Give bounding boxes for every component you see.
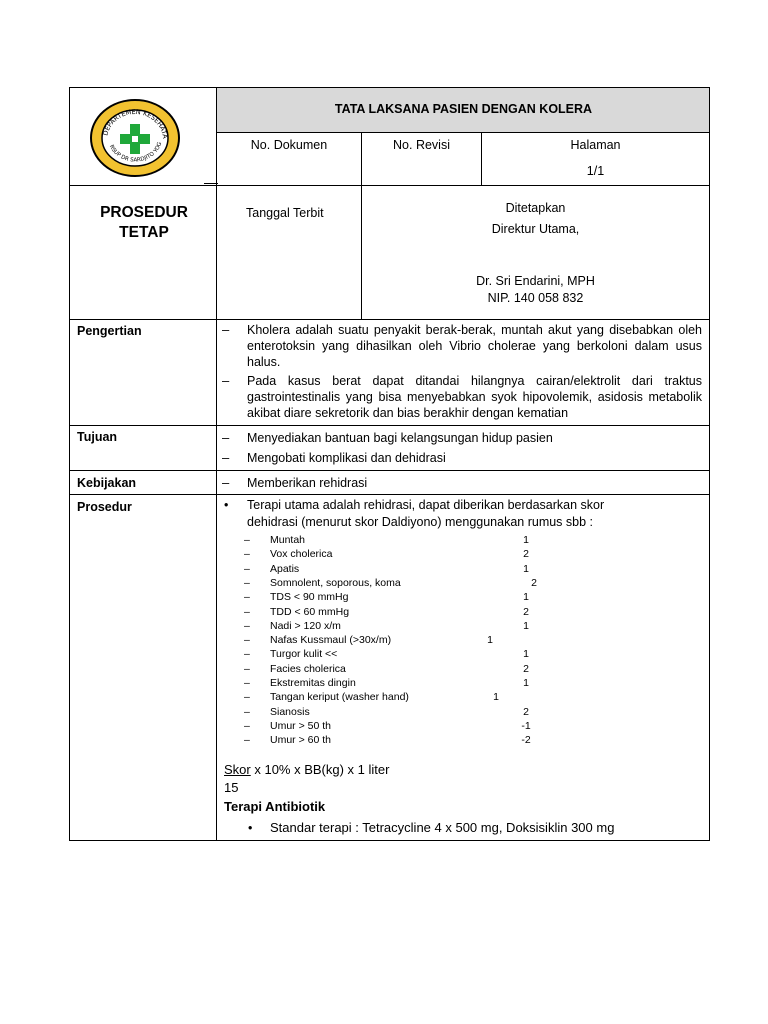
dash-icon: – <box>222 475 230 490</box>
kebijakan-item: Memberikan rehidrasi <box>247 476 368 490</box>
pengertian-item: Kholera adalah suatu penyakit berak-berak, muntah akut yang disebabkan oleh enterotoksin yang dihasilkan oleh Vibrio cholerae yang berkoloni dalam usus halus. <box>247 323 702 369</box>
score-item-value: 1 <box>523 648 529 660</box>
prosedur-title-line1: PROSEDUR <box>100 204 188 221</box>
score-item-value: 2 <box>523 548 529 560</box>
score-item-value: -1 <box>521 720 531 732</box>
score-item-value: 1 <box>487 634 493 646</box>
ditetapkan-label: Ditetapkan <box>505 201 566 215</box>
svg-text:RSUP DR SARDJITO YOGYAKARTA: RSUP DR SARDJITO YOG <box>107 141 164 164</box>
dash-icon: – <box>244 734 250 746</box>
hospital-logo <box>89 98 181 178</box>
line-kebijakan-bottom <box>69 494 710 495</box>
dash-icon: – <box>244 591 250 603</box>
line-tujuan-bottom <box>69 470 710 471</box>
border-bottom <box>69 840 710 841</box>
dash-icon: – <box>244 634 250 646</box>
terapi-antibiotik-heading: Terapi Antibiotik <box>224 799 326 814</box>
score-item-value: 1 <box>523 591 529 603</box>
dash-icon: – <box>244 677 250 689</box>
dash-icon: – <box>222 450 230 465</box>
prosedur-label: Prosedur <box>77 500 132 514</box>
line-pengertian-bottom <box>69 425 710 426</box>
no-dokumen-label: No. Dokumen <box>250 138 328 152</box>
halaman-value: 1/1 <box>586 164 605 178</box>
score-item-label: TDD < 60 mmHg <box>270 606 350 618</box>
score-item-value: 2 <box>523 663 529 675</box>
dash-icon: – <box>244 663 250 675</box>
tanggal-terbit-label: Tanggal Terbit <box>246 206 324 220</box>
score-item-value: 1 <box>523 620 529 632</box>
line-title-bottom <box>217 132 710 133</box>
score-item-label: Turgor kulit << <box>270 648 338 660</box>
dash-icon: – <box>244 706 250 718</box>
dash-icon: – <box>244 534 250 546</box>
line-header-bottom <box>69 319 710 320</box>
pengertian-item: Pada kasus berat dapat ditandai hilangnya cairan/elektrolit dari traktus gastrointestinalis yang bisa menyebabkan syok hipovolemik, asidosis metabolik akibat diare sekretorik dan bias berakhir dengan kematian <box>247 374 702 420</box>
dash-icon: – <box>244 606 250 618</box>
prosedur-intro: Terapi utama adalah rehidrasi, dapat diberikan berdasarkan skor <box>247 498 605 512</box>
svg-text:DEPARTEMEN KESEHATAN R.I.: DEPARTEMEN KESEHATA <box>101 107 170 140</box>
formula-skor: Skor <box>224 762 251 777</box>
dash-icon: – <box>244 577 250 589</box>
halaman-label: Halaman <box>570 138 621 152</box>
score-item-label: Ekstremitas dingin <box>270 677 356 689</box>
border-top <box>69 87 710 88</box>
tujuan-label: Tujuan <box>77 430 118 444</box>
formula-denominator: 15 <box>224 780 239 795</box>
direktur-label: Direktur Utama, <box>491 222 580 236</box>
prosedur-intro: dehidrasi (menurut skor Daldiyono) menggunakan rumus sbb : <box>247 515 594 529</box>
dash-icon: – <box>244 691 250 703</box>
score-item-label: Tangan keriput (washer hand) <box>270 691 409 703</box>
bullet-icon: • <box>224 498 229 512</box>
score-item-label: TDS < 90 mmHg <box>270 591 349 603</box>
dash-icon: – <box>244 720 250 732</box>
score-item-label: Sianosis <box>270 706 310 718</box>
tujuan-item: Menyediakan bantuan bagi kelangsungan hidup pasien <box>247 431 553 445</box>
score-item-value: 2 <box>523 706 529 718</box>
dash-icon: – <box>222 322 230 337</box>
score-item-value: 2 <box>531 577 537 589</box>
dash-icon: – <box>222 373 230 388</box>
logo-underline <box>204 183 218 184</box>
border-left <box>69 87 70 841</box>
prosedur-title-line2: TETAP <box>119 224 169 241</box>
no-revisi-label: No. Revisi <box>393 138 450 152</box>
score-item-label: Somnolent, soporous, koma <box>270 577 401 589</box>
document-title: TATA LAKSANA PASIEN DENGAN KOLERA <box>334 102 593 116</box>
dash-icon: – <box>222 430 230 445</box>
score-item-label: Nafas Kussmaul (>30x/m) <box>270 634 392 646</box>
line-label-col <box>216 87 217 841</box>
pengertian-label: Pengertian <box>77 324 142 338</box>
dash-icon: – <box>244 620 250 632</box>
score-item-label: Facies cholerica <box>270 663 346 675</box>
score-item-value: 2 <box>523 606 529 618</box>
director-name: Dr. Sri Endarini, MPH <box>476 274 595 288</box>
border-right <box>709 87 710 841</box>
kebijakan-label: Kebijakan <box>77 476 137 490</box>
score-item-label: Nadi > 120 x/m <box>270 620 341 632</box>
score-item-label: Umur > 50 th <box>270 720 331 732</box>
score-item-label: Vox cholerica <box>270 548 333 560</box>
director-nip: NIP. 140 058 832 <box>487 291 584 305</box>
dash-icon: – <box>244 548 250 560</box>
line-doc-bottom <box>69 185 710 186</box>
formula <box>224 762 389 778</box>
score-item-value: 1 <box>493 691 499 703</box>
score-item-label: Muntah <box>270 534 306 546</box>
dash-icon: – <box>244 648 250 660</box>
dash-icon: – <box>244 563 250 575</box>
tujuan-item: Mengobati komplikasi dan dehidrasi <box>247 451 446 465</box>
antibiotik-item: Standar terapi : Tetracycline 4 x 500 mg, Doksisiklin 300 mg <box>270 820 615 835</box>
score-item-value: 1 <box>523 534 529 546</box>
score-item-value: -2 <box>521 734 531 746</box>
formula-rest: x 10% x BB(kg) x 1 liter <box>250 762 390 777</box>
score-item-label: Apatis <box>270 563 300 575</box>
score-item-value: 1 <box>523 677 529 689</box>
bullet-icon: • <box>248 821 253 835</box>
score-item-label: Umur > 60 th <box>270 734 331 746</box>
score-item-value: 1 <box>523 563 529 575</box>
